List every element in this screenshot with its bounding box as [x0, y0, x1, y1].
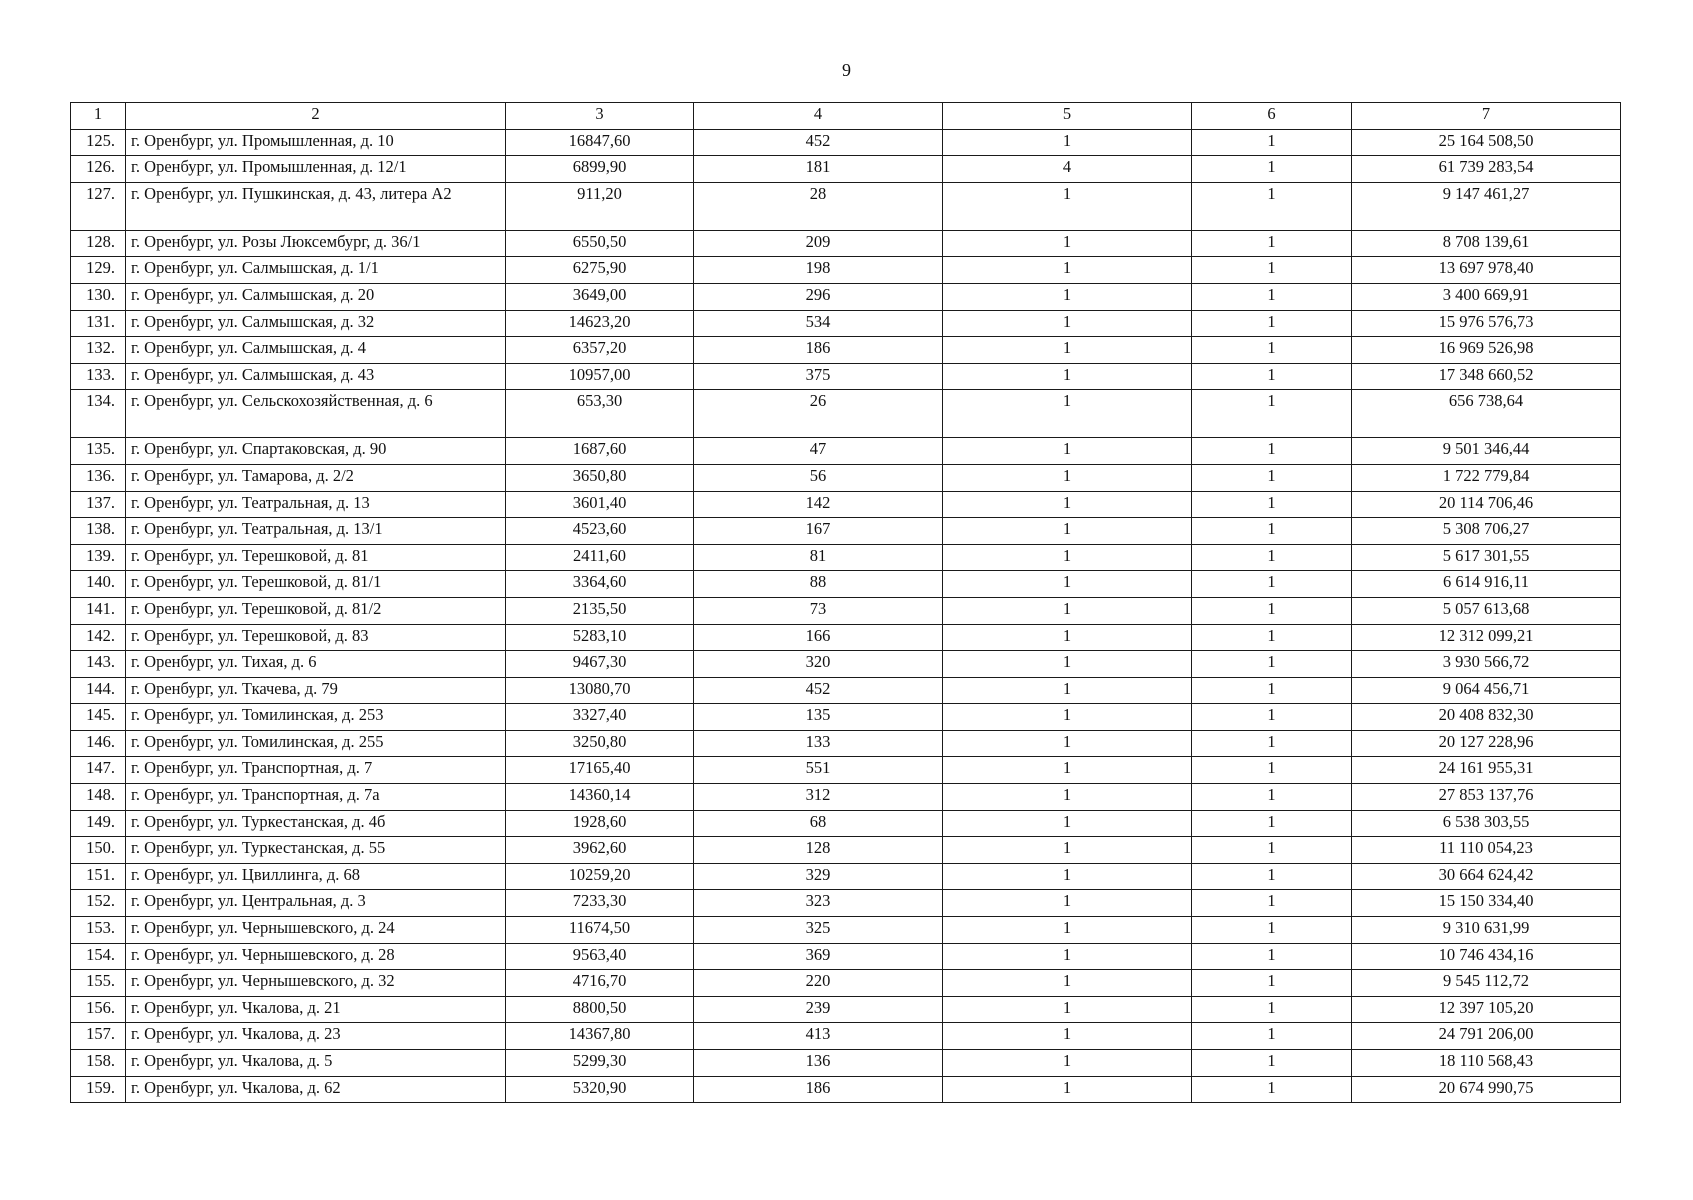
cell-amount: 17 348 660,52 [1352, 363, 1621, 390]
cell-address: г. Оренбург, ул. Центральная, д. 3 [126, 890, 506, 917]
cell-col-4-value: 56 [694, 464, 943, 491]
cell-col-4-value: 325 [694, 917, 943, 944]
cell-address: г. Оренбург, ул. Чернышевского, д. 24 [126, 917, 506, 944]
table-row [71, 943, 1621, 970]
cell-col-6-value: 1 [1192, 544, 1352, 571]
cell-row-number: 126. [71, 156, 126, 183]
cell-col-6-value: 1 [1192, 1023, 1352, 1050]
table-row [71, 863, 1621, 890]
cell-area: 9563,40 [506, 943, 694, 970]
cell-col-5-value: 1 [943, 837, 1192, 864]
cell-col-6-value: 1 [1192, 784, 1352, 811]
cell-amount: 61 739 283,54 [1352, 156, 1621, 183]
cell-area: 5283,10 [506, 624, 694, 651]
table-body [71, 129, 1621, 1103]
cell-address: г. Оренбург, ул. Театральная, д. 13 [126, 491, 506, 518]
cell-amount: 11 110 054,23 [1352, 837, 1621, 864]
table-row [71, 438, 1621, 465]
cell-amount: 1 722 779,84 [1352, 464, 1621, 491]
cell-area: 4523,60 [506, 518, 694, 545]
cell-row-number: 139. [71, 544, 126, 571]
table-row [71, 1023, 1621, 1050]
table-row [71, 704, 1621, 731]
header-row [71, 103, 1621, 130]
table-row [71, 257, 1621, 284]
cell-col-5-value: 1 [943, 943, 1192, 970]
cell-row-number: 132. [71, 337, 126, 364]
cell-row-number: 153. [71, 917, 126, 944]
cell-area: 5299,30 [506, 1050, 694, 1077]
cell-col-5-value: 1 [943, 337, 1192, 364]
cell-col-6-value: 1 [1192, 597, 1352, 624]
cell-col-5-value: 1 [943, 283, 1192, 310]
cell-col-4-value: 68 [694, 810, 943, 837]
cell-col-4-value: 186 [694, 337, 943, 364]
cell-col-5-value: 1 [943, 730, 1192, 757]
cell-row-number: 133. [71, 363, 126, 390]
table-row [71, 182, 1621, 230]
cell-col-4-value: 28 [694, 182, 943, 230]
cell-col-4-value: 323 [694, 890, 943, 917]
cell-area: 2135,50 [506, 597, 694, 624]
cell-col-4-value: 312 [694, 784, 943, 811]
cell-amount: 12 397 105,20 [1352, 996, 1621, 1023]
cell-area: 3327,40 [506, 704, 694, 731]
cell-col-4-value: 181 [694, 156, 943, 183]
cell-col-6-value: 1 [1192, 156, 1352, 183]
cell-col-4-value: 186 [694, 1076, 943, 1103]
cell-address: г. Оренбург, ул. Туркестанская, д. 55 [126, 837, 506, 864]
cell-address: г. Оренбург, ул. Терешковой, д. 81/2 [126, 597, 506, 624]
table-row [71, 597, 1621, 624]
cell-amount: 15 150 334,40 [1352, 890, 1621, 917]
cell-col-6-value: 1 [1192, 283, 1352, 310]
cell-col-6-value: 1 [1192, 129, 1352, 156]
cell-col-6-value: 1 [1192, 730, 1352, 757]
cell-col-5-value: 1 [943, 890, 1192, 917]
table-row [71, 544, 1621, 571]
table-row [71, 890, 1621, 917]
cell-address: г. Оренбург, ул. Промышленная, д. 10 [126, 129, 506, 156]
cell-col-5-value: 1 [943, 624, 1192, 651]
table-row [71, 624, 1621, 651]
cell-address: г. Оренбург, ул. Розы Люксембург, д. 36/1 [126, 230, 506, 257]
cell-col-6-value: 1 [1192, 337, 1352, 364]
cell-row-number: 152. [71, 890, 126, 917]
header-cell-2: 2 [126, 103, 506, 130]
cell-col-6-value: 1 [1192, 917, 1352, 944]
cell-area: 4716,70 [506, 970, 694, 997]
cell-address: г. Оренбург, ул. Цвиллинга, д. 68 [126, 863, 506, 890]
cell-col-4-value: 375 [694, 363, 943, 390]
cell-col-5-value: 1 [943, 230, 1192, 257]
cell-address: г. Оренбург, ул. Чкалова, д. 5 [126, 1050, 506, 1077]
cell-col-6-value: 1 [1192, 704, 1352, 731]
cell-amount: 20 127 228,96 [1352, 730, 1621, 757]
cell-col-5-value: 1 [943, 970, 1192, 997]
cell-row-number: 125. [71, 129, 126, 156]
address-table [70, 102, 1621, 1103]
cell-amount: 20 674 990,75 [1352, 1076, 1621, 1103]
cell-row-number: 142. [71, 624, 126, 651]
cell-amount: 10 746 434,16 [1352, 943, 1621, 970]
cell-col-4-value: 452 [694, 129, 943, 156]
cell-area: 1687,60 [506, 438, 694, 465]
cell-amount: 15 976 576,73 [1352, 310, 1621, 337]
cell-amount: 20 114 706,46 [1352, 491, 1621, 518]
cell-col-4-value: 88 [694, 571, 943, 598]
cell-row-number: 127. [71, 182, 126, 230]
cell-col-6-value: 1 [1192, 464, 1352, 491]
cell-col-6-value: 1 [1192, 438, 1352, 465]
cell-address: г. Оренбург, ул. Салмышская, д. 20 [126, 283, 506, 310]
cell-address: г. Оренбург, ул. Терешковой, д. 81 [126, 544, 506, 571]
cell-col-6-value: 1 [1192, 390, 1352, 438]
cell-row-number: 158. [71, 1050, 126, 1077]
cell-address: г. Оренбург, ул. Чкалова, д. 21 [126, 996, 506, 1023]
cell-amount: 9 310 631,99 [1352, 917, 1621, 944]
header-cell-6: 6 [1192, 103, 1352, 130]
cell-address: г. Оренбург, ул. Туркестанская, д. 4б [126, 810, 506, 837]
table-row [71, 156, 1621, 183]
cell-address: г. Оренбург, ул. Чкалова, д. 62 [126, 1076, 506, 1103]
cell-col-4-value: 26 [694, 390, 943, 438]
table-header [71, 103, 1621, 130]
cell-amount: 25 164 508,50 [1352, 129, 1621, 156]
cell-amount: 656 738,64 [1352, 390, 1621, 438]
cell-amount: 27 853 137,76 [1352, 784, 1621, 811]
cell-col-4-value: 551 [694, 757, 943, 784]
cell-address: г. Оренбург, ул. Томилинская, д. 255 [126, 730, 506, 757]
cell-col-6-value: 1 [1192, 651, 1352, 678]
cell-col-4-value: 198 [694, 257, 943, 284]
cell-row-number: 147. [71, 757, 126, 784]
cell-col-6-value: 1 [1192, 363, 1352, 390]
cell-area: 16847,60 [506, 129, 694, 156]
cell-amount: 16 969 526,98 [1352, 337, 1621, 364]
cell-area: 14360,14 [506, 784, 694, 811]
cell-address: г. Оренбург, ул. Томилинская, д. 253 [126, 704, 506, 731]
table-row [71, 784, 1621, 811]
cell-row-number: 148. [71, 784, 126, 811]
header-cell-7: 7 [1352, 103, 1621, 130]
cell-row-number: 128. [71, 230, 126, 257]
cell-col-5-value: 4 [943, 156, 1192, 183]
cell-area: 9467,30 [506, 651, 694, 678]
cell-col-5-value: 1 [943, 651, 1192, 678]
cell-address: г. Оренбург, ул. Терешковой, д. 81/1 [126, 571, 506, 598]
cell-col-6-value: 1 [1192, 518, 1352, 545]
cell-row-number: 145. [71, 704, 126, 731]
table-row [71, 970, 1621, 997]
cell-col-6-value: 1 [1192, 1076, 1352, 1103]
cell-row-number: 143. [71, 651, 126, 678]
table-row [71, 491, 1621, 518]
cell-col-6-value: 1 [1192, 257, 1352, 284]
cell-area: 653,30 [506, 390, 694, 438]
cell-amount: 5 057 613,68 [1352, 597, 1621, 624]
cell-amount: 6 614 916,11 [1352, 571, 1621, 598]
cell-col-4-value: 534 [694, 310, 943, 337]
cell-area: 11674,50 [506, 917, 694, 944]
cell-col-4-value: 73 [694, 597, 943, 624]
table-row [71, 464, 1621, 491]
cell-row-number: 151. [71, 863, 126, 890]
cell-col-4-value: 239 [694, 996, 943, 1023]
cell-col-5-value: 1 [943, 1050, 1192, 1077]
cell-area: 10957,00 [506, 363, 694, 390]
cell-row-number: 131. [71, 310, 126, 337]
cell-area: 3650,80 [506, 464, 694, 491]
table-row [71, 230, 1621, 257]
cell-area: 911,20 [506, 182, 694, 230]
cell-row-number: 134. [71, 390, 126, 438]
cell-row-number: 144. [71, 677, 126, 704]
cell-col-4-value: 369 [694, 943, 943, 970]
cell-col-4-value: 128 [694, 837, 943, 864]
cell-address: г. Оренбург, ул. Тихая, д. 6 [126, 651, 506, 678]
cell-address: г. Оренбург, ул. Чернышевского, д. 28 [126, 943, 506, 970]
cell-area: 5320,90 [506, 1076, 694, 1103]
cell-col-4-value: 452 [694, 677, 943, 704]
table-row [71, 518, 1621, 545]
cell-area: 6899,90 [506, 156, 694, 183]
cell-col-4-value: 329 [694, 863, 943, 890]
cell-row-number: 130. [71, 283, 126, 310]
table-row [71, 390, 1621, 438]
cell-col-6-value: 1 [1192, 491, 1352, 518]
cell-row-number: 137. [71, 491, 126, 518]
cell-area: 3601,40 [506, 491, 694, 518]
table-row [71, 837, 1621, 864]
cell-col-5-value: 1 [943, 996, 1192, 1023]
cell-col-4-value: 296 [694, 283, 943, 310]
cell-area: 10259,20 [506, 863, 694, 890]
cell-area: 6550,50 [506, 230, 694, 257]
cell-amount: 9 147 461,27 [1352, 182, 1621, 230]
cell-col-5-value: 1 [943, 363, 1192, 390]
cell-amount: 24 791 206,00 [1352, 1023, 1621, 1050]
cell-col-5-value: 1 [943, 757, 1192, 784]
cell-address: г. Оренбург, ул. Салмышская, д. 32 [126, 310, 506, 337]
cell-area: 2411,60 [506, 544, 694, 571]
table-row [71, 730, 1621, 757]
cell-col-6-value: 1 [1192, 310, 1352, 337]
cell-row-number: 138. [71, 518, 126, 545]
cell-col-5-value: 1 [943, 182, 1192, 230]
cell-row-number: 156. [71, 996, 126, 1023]
table-row [71, 757, 1621, 784]
cell-address: г. Оренбург, ул. Терешковой, д. 83 [126, 624, 506, 651]
cell-address: г. Оренбург, ул. Промышленная, д. 12/1 [126, 156, 506, 183]
cell-area: 14623,20 [506, 310, 694, 337]
cell-amount: 5 617 301,55 [1352, 544, 1621, 571]
cell-col-6-value: 1 [1192, 571, 1352, 598]
cell-row-number: 159. [71, 1076, 126, 1103]
cell-col-5-value: 1 [943, 597, 1192, 624]
cell-col-5-value: 1 [943, 917, 1192, 944]
cell-row-number: 141. [71, 597, 126, 624]
cell-col-5-value: 1 [943, 257, 1192, 284]
cell-row-number: 154. [71, 943, 126, 970]
table-row [71, 917, 1621, 944]
cell-amount: 9 064 456,71 [1352, 677, 1621, 704]
cell-col-4-value: 209 [694, 230, 943, 257]
cell-col-6-value: 1 [1192, 970, 1352, 997]
cell-amount: 9 501 346,44 [1352, 438, 1621, 465]
cell-col-6-value: 1 [1192, 810, 1352, 837]
cell-amount: 3 930 566,72 [1352, 651, 1621, 678]
cell-col-5-value: 1 [943, 310, 1192, 337]
cell-col-6-value: 1 [1192, 757, 1352, 784]
cell-col-6-value: 1 [1192, 943, 1352, 970]
cell-amount: 20 408 832,30 [1352, 704, 1621, 731]
cell-col-5-value: 1 [943, 784, 1192, 811]
cell-row-number: 140. [71, 571, 126, 598]
page-number: 9 [842, 60, 851, 80]
cell-row-number: 136. [71, 464, 126, 491]
cell-col-5-value: 1 [943, 491, 1192, 518]
cell-area: 1928,60 [506, 810, 694, 837]
cell-amount: 3 400 669,91 [1352, 283, 1621, 310]
table-row [71, 810, 1621, 837]
cell-col-5-value: 1 [943, 1023, 1192, 1050]
cell-col-4-value: 142 [694, 491, 943, 518]
cell-address: г. Оренбург, ул. Театральная, д. 13/1 [126, 518, 506, 545]
cell-col-5-value: 1 [943, 390, 1192, 438]
cell-col-5-value: 1 [943, 438, 1192, 465]
table-row [71, 337, 1621, 364]
cell-col-5-value: 1 [943, 464, 1192, 491]
cell-area: 14367,80 [506, 1023, 694, 1050]
cell-address: г. Оренбург, ул. Салмышская, д. 4 [126, 337, 506, 364]
table-row [71, 1050, 1621, 1077]
cell-row-number: 129. [71, 257, 126, 284]
cell-address: г. Оренбург, ул. Салмышская, д. 43 [126, 363, 506, 390]
cell-amount: 5 308 706,27 [1352, 518, 1621, 545]
cell-address: г. Оренбург, ул. Сельскохозяйственная, д. 6 [126, 390, 506, 438]
cell-address: г. Оренбург, ул. Чернышевского, д. 32 [126, 970, 506, 997]
cell-row-number: 150. [71, 837, 126, 864]
cell-col-6-value: 1 [1192, 890, 1352, 917]
cell-amount: 8 708 139,61 [1352, 230, 1621, 257]
cell-amount: 6 538 303,55 [1352, 810, 1621, 837]
cell-col-6-value: 1 [1192, 837, 1352, 864]
cell-area: 7233,30 [506, 890, 694, 917]
cell-address: г. Оренбург, ул. Чкалова, д. 23 [126, 1023, 506, 1050]
cell-col-5-value: 1 [943, 1076, 1192, 1103]
cell-col-6-value: 1 [1192, 1050, 1352, 1077]
cell-row-number: 157. [71, 1023, 126, 1050]
table-row [71, 1076, 1621, 1103]
cell-col-5-value: 1 [943, 571, 1192, 598]
cell-area: 6275,90 [506, 257, 694, 284]
cell-area: 3962,60 [506, 837, 694, 864]
cell-address: г. Оренбург, ул. Пушкинская, д. 43, литера А2 [126, 182, 506, 230]
cell-address: г. Оренбург, ул. Ткачева, д. 79 [126, 677, 506, 704]
cell-area: 3250,80 [506, 730, 694, 757]
cell-address: г. Оренбург, ул. Салмышская, д. 1/1 [126, 257, 506, 284]
cell-col-5-value: 1 [943, 863, 1192, 890]
cell-area: 17165,40 [506, 757, 694, 784]
cell-col-4-value: 136 [694, 1050, 943, 1077]
cell-col-5-value: 1 [943, 129, 1192, 156]
table-row [71, 677, 1621, 704]
cell-col-5-value: 1 [943, 518, 1192, 545]
cell-area: 3649,00 [506, 283, 694, 310]
cell-amount: 9 545 112,72 [1352, 970, 1621, 997]
cell-amount: 13 697 978,40 [1352, 257, 1621, 284]
table-row [71, 651, 1621, 678]
cell-area: 8800,50 [506, 996, 694, 1023]
cell-row-number: 146. [71, 730, 126, 757]
cell-row-number: 149. [71, 810, 126, 837]
cell-col-4-value: 166 [694, 624, 943, 651]
header-cell-5: 5 [943, 103, 1192, 130]
cell-col-4-value: 167 [694, 518, 943, 545]
cell-row-number: 155. [71, 970, 126, 997]
header-cell-1: 1 [71, 103, 126, 130]
table-row [71, 363, 1621, 390]
cell-area: 6357,20 [506, 337, 694, 364]
cell-amount: 30 664 624,42 [1352, 863, 1621, 890]
cell-col-5-value: 1 [943, 704, 1192, 731]
table-row [71, 571, 1621, 598]
table-row [71, 283, 1621, 310]
cell-col-6-value: 1 [1192, 230, 1352, 257]
cell-amount: 12 312 099,21 [1352, 624, 1621, 651]
table-row [71, 996, 1621, 1023]
cell-col-4-value: 320 [694, 651, 943, 678]
cell-amount: 18 110 568,43 [1352, 1050, 1621, 1077]
cell-col-6-value: 1 [1192, 677, 1352, 704]
cell-row-number: 135. [71, 438, 126, 465]
cell-col-6-value: 1 [1192, 624, 1352, 651]
cell-col-4-value: 133 [694, 730, 943, 757]
table-row [71, 310, 1621, 337]
cell-col-5-value: 1 [943, 810, 1192, 837]
cell-address: г. Оренбург, ул. Транспортная, д. 7а [126, 784, 506, 811]
cell-address: г. Оренбург, ул. Спартаковская, д. 90 [126, 438, 506, 465]
cell-col-5-value: 1 [943, 544, 1192, 571]
cell-col-4-value: 135 [694, 704, 943, 731]
cell-address: г. Оренбург, ул. Тамарова, д. 2/2 [126, 464, 506, 491]
cell-area: 3364,60 [506, 571, 694, 598]
cell-col-4-value: 47 [694, 438, 943, 465]
cell-col-6-value: 1 [1192, 182, 1352, 230]
cell-address: г. Оренбург, ул. Транспортная, д. 7 [126, 757, 506, 784]
header-cell-3: 3 [506, 103, 694, 130]
cell-col-4-value: 81 [694, 544, 943, 571]
cell-amount: 24 161 955,31 [1352, 757, 1621, 784]
cell-area: 13080,70 [506, 677, 694, 704]
cell-col-4-value: 413 [694, 1023, 943, 1050]
cell-col-6-value: 1 [1192, 863, 1352, 890]
cell-col-5-value: 1 [943, 677, 1192, 704]
cell-col-4-value: 220 [694, 970, 943, 997]
cell-col-6-value: 1 [1192, 996, 1352, 1023]
table-row [71, 129, 1621, 156]
header-cell-4: 4 [694, 103, 943, 130]
